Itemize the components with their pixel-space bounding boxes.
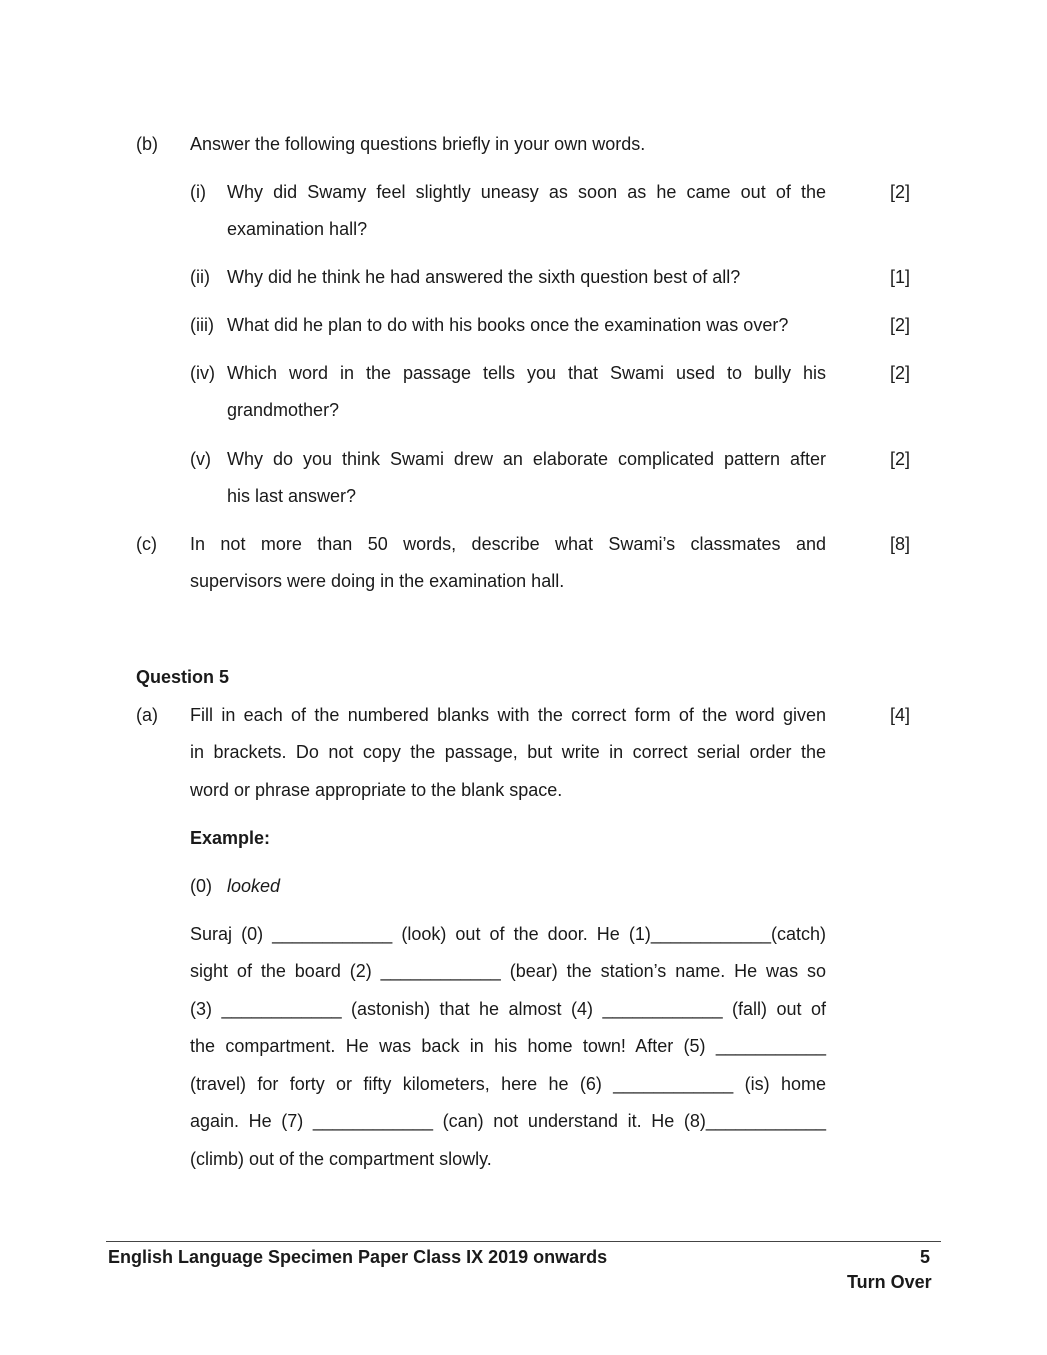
passage-line: (travel) for forty or fifty kilometers, here he (6) ____________ (is) home: [190, 1074, 826, 1094]
example-number: (0): [190, 876, 212, 896]
example-answer: looked: [227, 876, 281, 896]
question-number: (iv): [190, 363, 215, 383]
question-text: Why do you think Swami drew an elaborate complicated pattern after: [227, 449, 826, 469]
turn-over-label: Turn Over: [847, 1272, 932, 1292]
question-text: Why did Swamy feel slightly uneasy as soon as he came out of the: [227, 182, 826, 202]
passage-line: (3) ____________ (astonish) that he almost (4) ____________ (fall) out of: [190, 999, 826, 1019]
passage-line: (climb) out of the compartment slowly.: [190, 1149, 492, 1169]
footer-divider: [106, 1241, 941, 1242]
passage-line: Suraj (0) ____________ (look) out of the door. He (1)____________(catch): [190, 924, 826, 944]
part-c-text-continued: supervisors were doing in the examination hall.: [190, 571, 565, 591]
question-marks: [2]: [889, 182, 910, 202]
part-b-instruction: Answer the following questions briefly in your own words.: [190, 134, 646, 154]
question-text: Why did he think he had answered the sixth question best of all?: [227, 267, 741, 287]
part-a-text: word or phrase appropriate to the blank space.: [190, 780, 563, 800]
question-text-continued: examination hall?: [227, 219, 368, 239]
part-a-marks: [4]: [889, 705, 910, 725]
question-text: What did he plan to do with his books once the examination was over?: [227, 315, 789, 335]
question-number: (v): [190, 449, 211, 469]
question-heading: Question 5: [136, 667, 230, 687]
page-number: 5: [920, 1247, 931, 1267]
question-text-continued: his last answer?: [227, 486, 357, 506]
question-number: (ii): [190, 267, 210, 287]
part-a-text: Fill in each of the numbered blanks with the correct form of the word given: [190, 705, 826, 725]
question-text-continued: grandmother?: [227, 400, 340, 420]
part-a-text: in brackets. Do not copy the passage, but write in correct serial order the: [190, 742, 826, 762]
passage-line: again. He (7) ____________ (can) not understand it. He (8)____________: [190, 1111, 826, 1131]
part-c-text: In not more than 50 words, describe what Swami’s classmates and: [190, 534, 826, 554]
part-c-marks: [8]: [889, 534, 910, 554]
part-a-label: (a): [136, 705, 158, 725]
question-marks: [1]: [889, 267, 910, 287]
question-number: (iii): [190, 315, 214, 335]
passage-line: the compartment. He was back in his home town! After (5) ___________: [190, 1036, 826, 1056]
example-heading: Example:: [190, 828, 271, 848]
footer-title: English Language Specimen Paper Class IX 2019 onwards: [108, 1247, 608, 1267]
question-marks: [2]: [889, 449, 910, 469]
passage-line: sight of the board (2) ____________ (bear) the station’s name. He was so: [190, 961, 826, 981]
question-text: Which word in the passage tells you that Swami used to bully his: [227, 363, 826, 383]
part-c-label: (c): [136, 534, 157, 554]
part-b-label: (b): [136, 134, 158, 154]
question-marks: [2]: [889, 363, 910, 383]
question-number: (i): [190, 182, 206, 202]
question-marks: [2]: [889, 315, 910, 335]
